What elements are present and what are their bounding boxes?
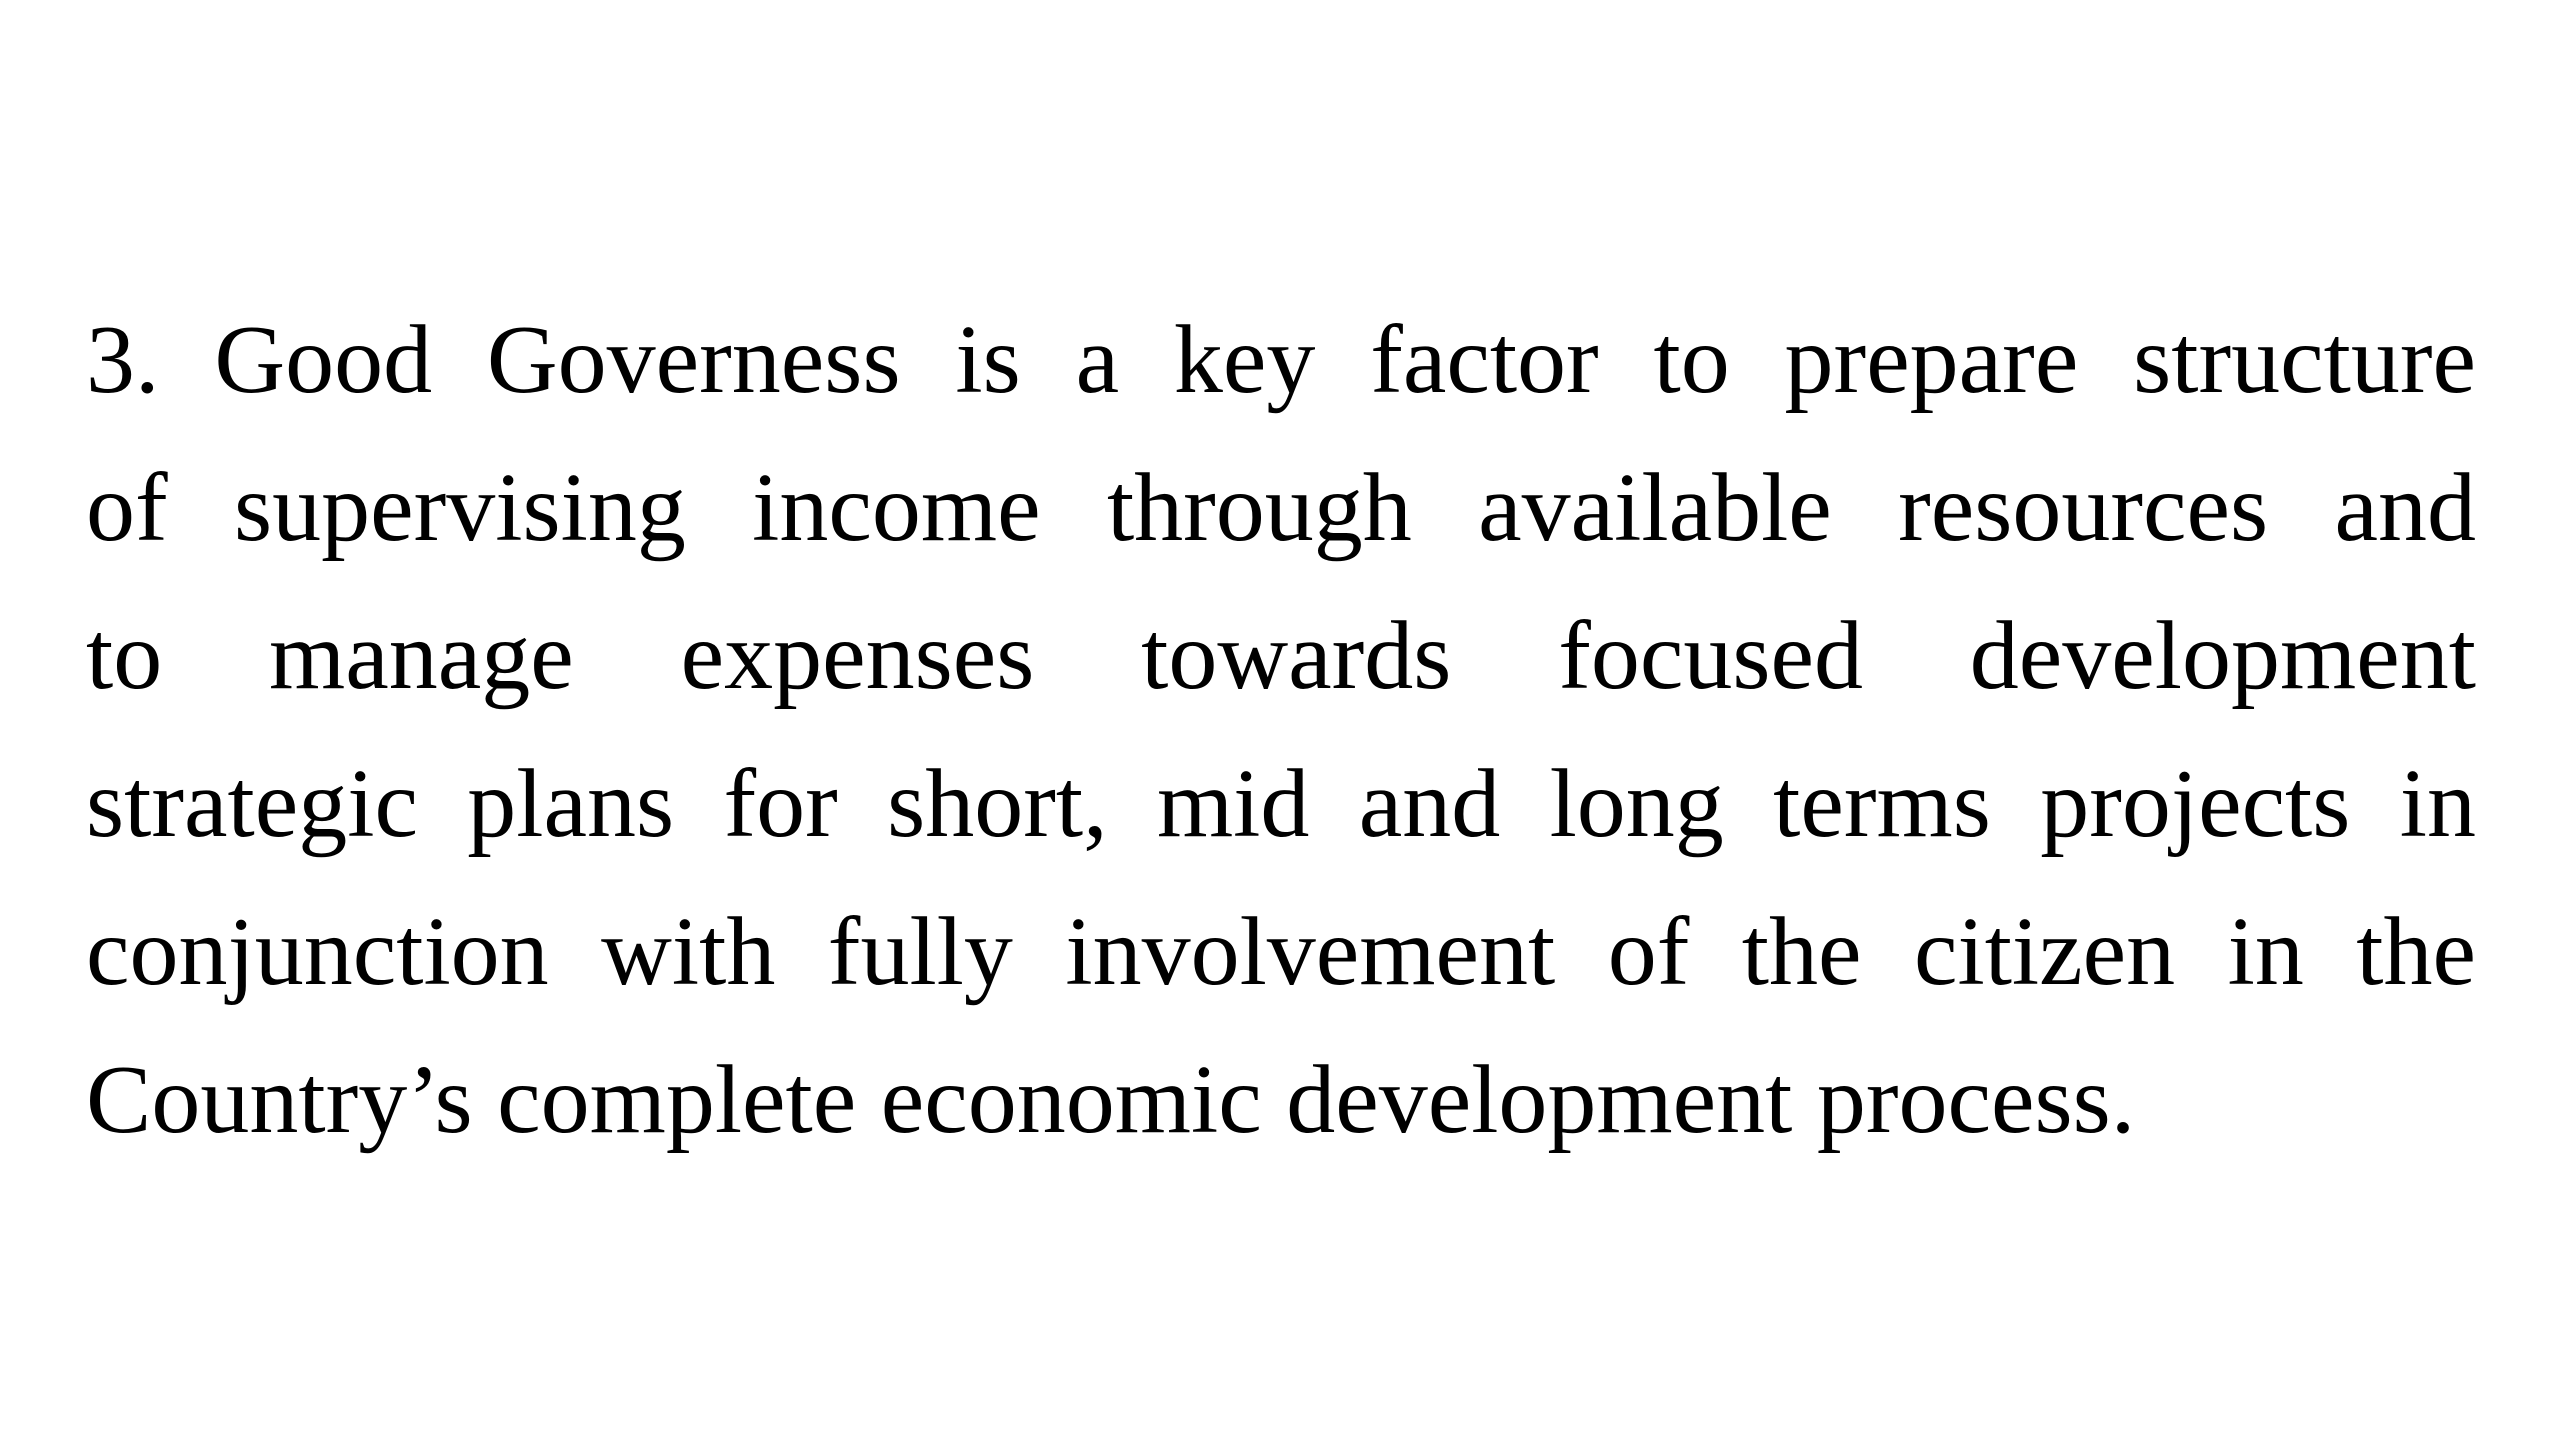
paragraph-line: conjunction with fully involvement of the citizen in the [86, 898, 2476, 1006]
paragraph-line: strategic plans for short, mid and long terms projects in [86, 750, 2476, 858]
paragraph-line: Country’s complete economic development process. [86, 1046, 2136, 1154]
paragraph-line: to manage expenses towards focused development [86, 602, 2476, 710]
paragraph-line: 3. Good Governess is a key factor to prepare structure [86, 306, 2476, 414]
paragraph-line: of supervising income through available resources and [86, 454, 2476, 562]
paragraph-3 [86, 286, 2476, 1174]
